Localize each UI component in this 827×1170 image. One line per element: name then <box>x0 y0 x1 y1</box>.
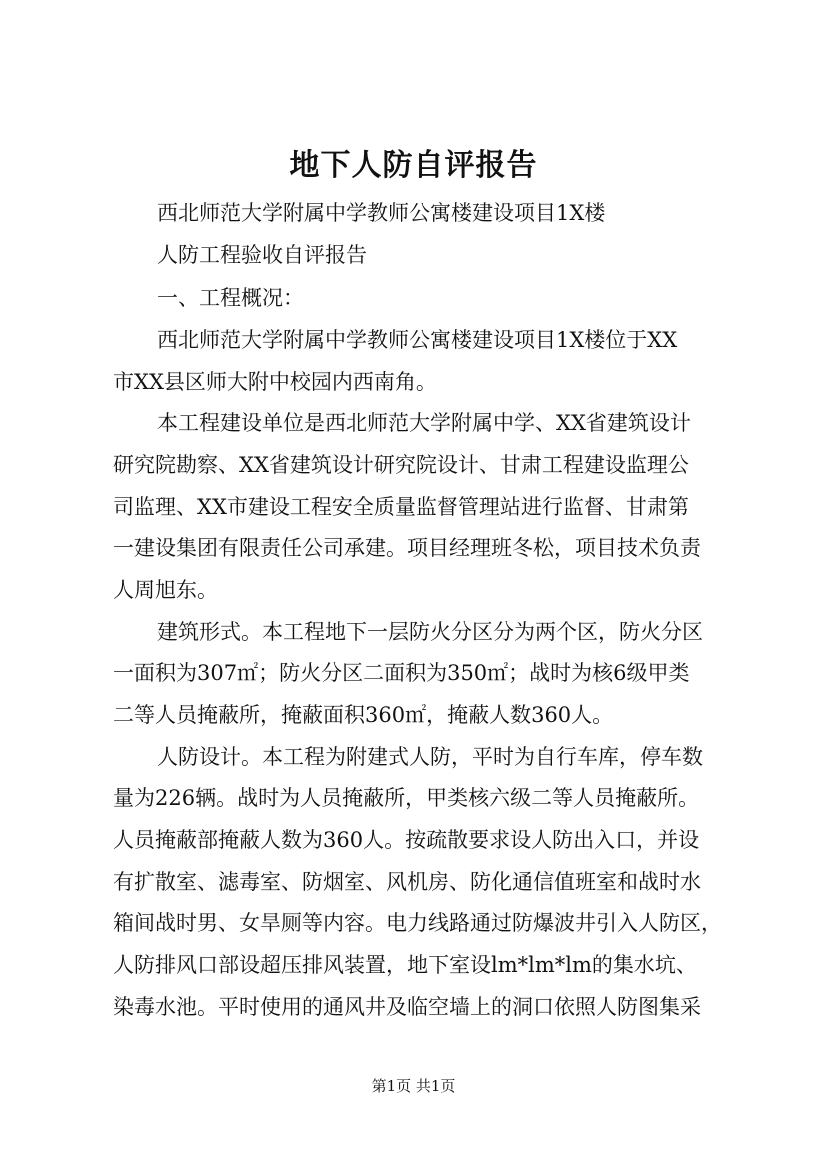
paragraph-line: 有扩散室、滤毒室、防烟室、风机房、防化通信值班室和战时水 <box>113 870 701 894</box>
paragraph-line: 人周旭东。 <box>113 578 218 602</box>
section-heading: 一、工程概况： <box>157 286 304 310</box>
document-title: 地下人防自评报告 <box>289 148 538 183</box>
paragraph-line: 建筑形式。本工程地下一层防火分区分为两个区，防火分区 <box>157 620 703 644</box>
paragraph-line: 人员掩蔽部掩蔽人数为360人。按疏散要求设人防出入口，并设 <box>113 828 700 852</box>
paragraph-line: 染毒水池。平时使用的通风井及临空墙上的洞口依照人防图集采 <box>113 995 701 1019</box>
paragraph-line: 司监理、XX市建设工程安全质量监督管理站进行监督、甘肃第 <box>113 495 689 519</box>
paragraph-line: 本工程建设单位是西北师范大学附属中学、XX省建筑设计 <box>157 411 691 435</box>
paragraph-line: 市XX县区师大附中校园内西南角。 <box>113 370 437 394</box>
paragraph-line: 人防工程验收自评报告 <box>157 243 367 267</box>
paragraph-line: 量为226辆。战时为人员掩蔽所，甲类核六级二等人员掩蔽所。 <box>113 786 700 810</box>
paragraph-line: 研究院勘察、XX省建筑设计研究院设计、甘肃工程建设监理公 <box>113 453 689 477</box>
paragraph-line: 西北师范大学附属中学教师公寓楼建设项目1X楼位于XX <box>157 328 678 352</box>
page-footer: 第1页 共1页 <box>371 1077 456 1095</box>
paragraph-line: 一面积为307㎡；防火分区二面积为350㎡；战时为核6级甲类 <box>113 661 690 685</box>
paragraph-line: 人防排风口部设超压排风装置，地下室设lm*lm*lm的集水坑、 <box>113 953 697 977</box>
paragraph-line: 西北师范大学附属中学教师公寓楼建设项目1X楼 <box>157 201 606 225</box>
paragraph-line: 一建设集团有限责任公司承建。项目经理班冬松，项目技术负责 <box>113 536 701 560</box>
paragraph-line: 二等人员掩蔽所，掩蔽面积360㎡，掩蔽人数360人。 <box>113 703 614 727</box>
paragraph-line: 人防设计。本工程为附建式人防，平时为自行车库，停车数 <box>157 745 703 769</box>
paragraph-line: 箱间战时男、女旱厕等内容。电力线路通过防爆波井引入人防区， <box>113 911 722 935</box>
